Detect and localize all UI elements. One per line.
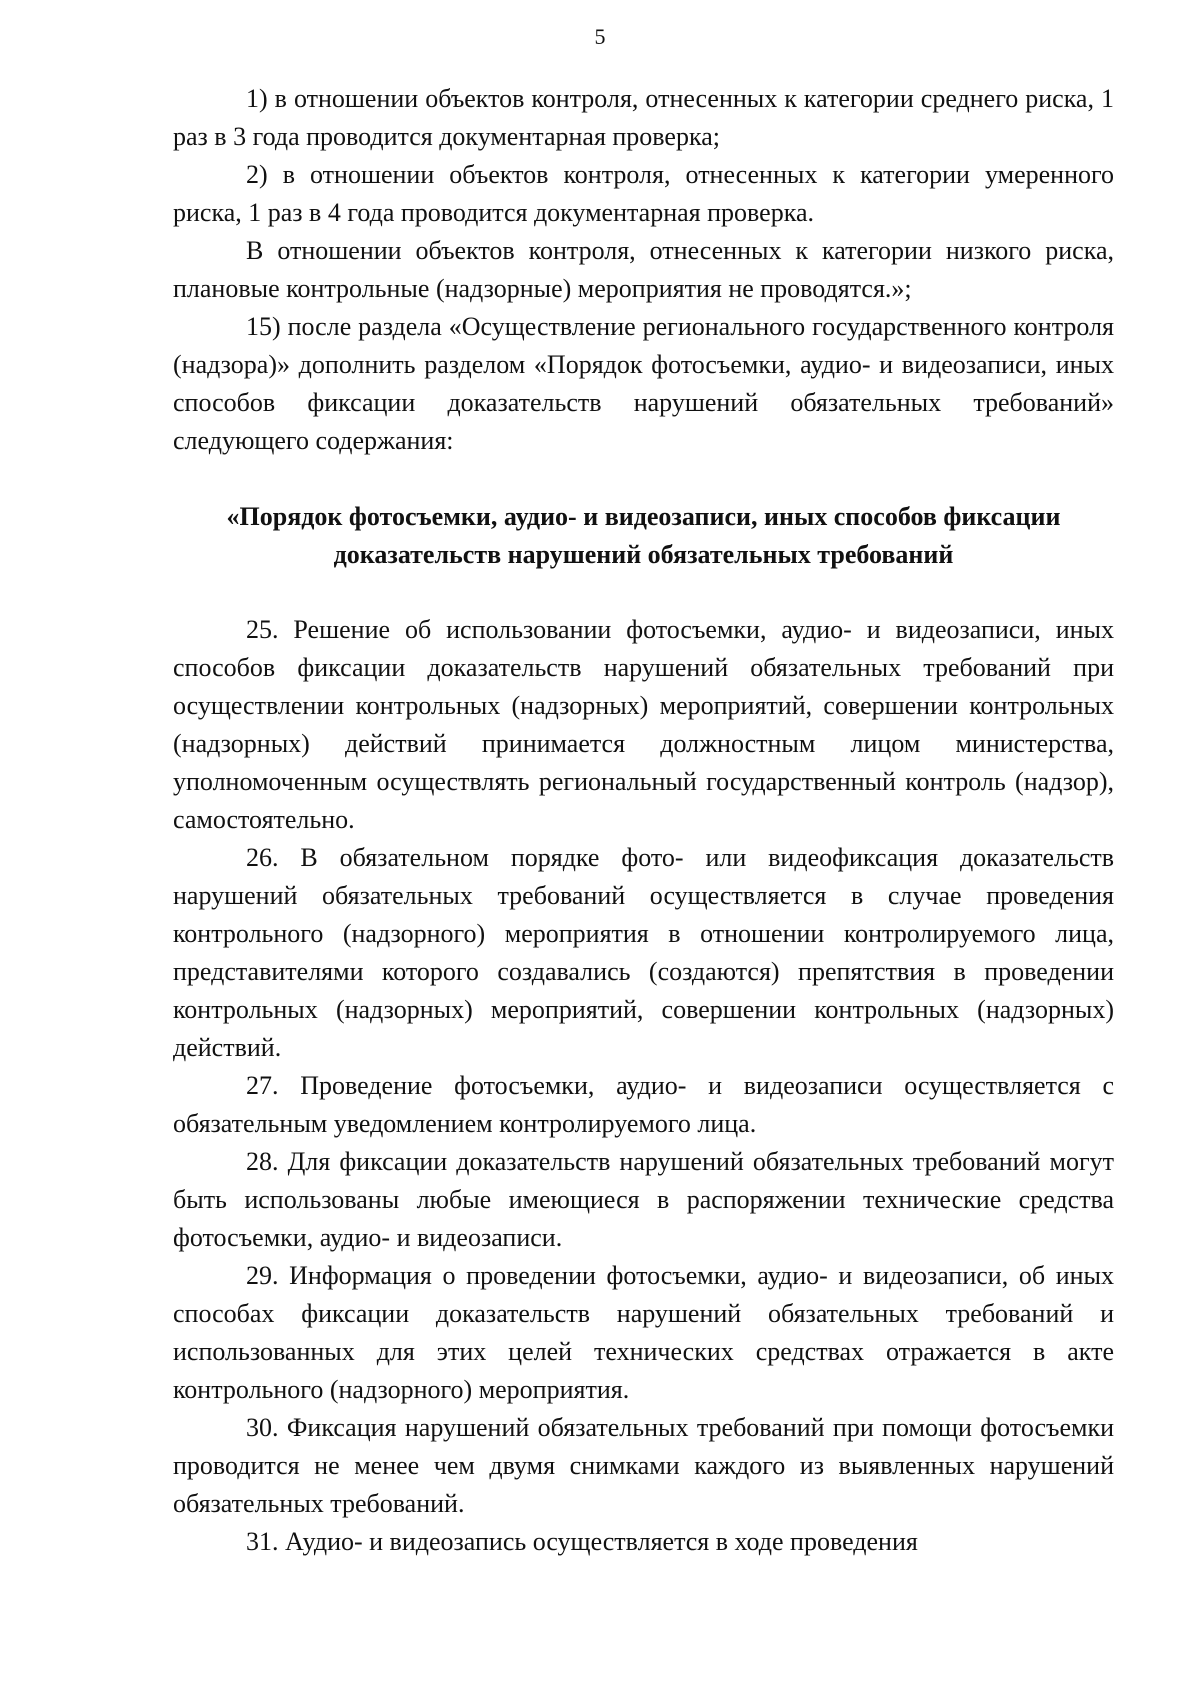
section-heading (173, 498, 1114, 574)
paragraph-item-15: 15) после раздела «Осуществление регионального государственного контроля (надзора)» дополнить разделом «Порядок фотосъемки, аудио- и видеозаписи, иных способов фиксации доказательств нарушений обязательных требований» следующего содержания: (173, 312, 1114, 455)
paragraph-28: 28. Для фиксации доказательств нарушений обязательных требований могут быть использованы любые имеющиеся в распоряжении технические средства фотосъемки, аудио- и видеозаписи. (173, 1147, 1114, 1252)
paragraph-item-2: 2) в отношении объектов контроля, отнесенных к категории умеренного риска, 1 раз в 4 года проводится документарная проверка. (173, 160, 1114, 227)
section-heading-line-2: доказательств нарушений обязательных требований (333, 540, 954, 569)
paragraph-25: 25. Решение об использовании фотосъемки, аудио- и видеозаписи, иных способов фиксации доказательств нарушений обязательных требований при осуществлении контрольных (надзорных) мероприятий, совершении контрольных (надзорных) действий принимается должностным лицом министерства, уполномоченным осуществлять региональный государственный контроль (надзор), самостоятельно. (173, 615, 1114, 834)
paragraph-26: 26. В обязательном порядке фото- или видеофиксация доказательств нарушений обязательных требований осуществляется в случае проведения контрольного (надзорного) мероприятия в отношении контролируемого лица, представителями которого создавались (создаются) препятствия в проведении контрольных (надзорных) мероприятий, совершении контрольных (надзорных) действий. (173, 843, 1114, 1062)
paragraph-30: 30. Фиксация нарушений обязательных требований при помощи фотосъемки проводится не менее чем двумя снимками каждого из выявленных нарушений обязательных требований. (173, 1413, 1114, 1518)
paragraph-31: 31. Аудио- и видеозапись осуществляется в ходе проведения (246, 1527, 918, 1556)
section-heading-line-1: «Порядок фотосъемки, аудио- и видеозаписи, иных способов фиксации (226, 502, 1061, 531)
paragraph-27: 27. Проведение фотосъемки, аудио- и видеозаписи осуществляется с обязательным уведомлением контролируемого лица. (173, 1071, 1114, 1138)
page-number: 5 (594, 24, 606, 49)
paragraph-29: 29. Информация о проведении фотосъемки, аудио- и видеозаписи, об иных способах фиксации доказательств нарушений обязательных требований и использованных для этих целей технических средствах отражается в акте контрольного (надзорного) мероприятия. (173, 1261, 1114, 1404)
paragraph-item-1: 1) в отношении объектов контроля, отнесенных к категории среднего риска, 1 раз в 3 года проводится документарная проверка; (173, 84, 1114, 151)
document-body (173, 80, 1114, 1561)
paragraph-low-risk: В отношении объектов контроля, отнесенных к категории низкого риска, плановые контрольные (надзорные) мероприятия не проводятся.»; (173, 236, 1114, 303)
